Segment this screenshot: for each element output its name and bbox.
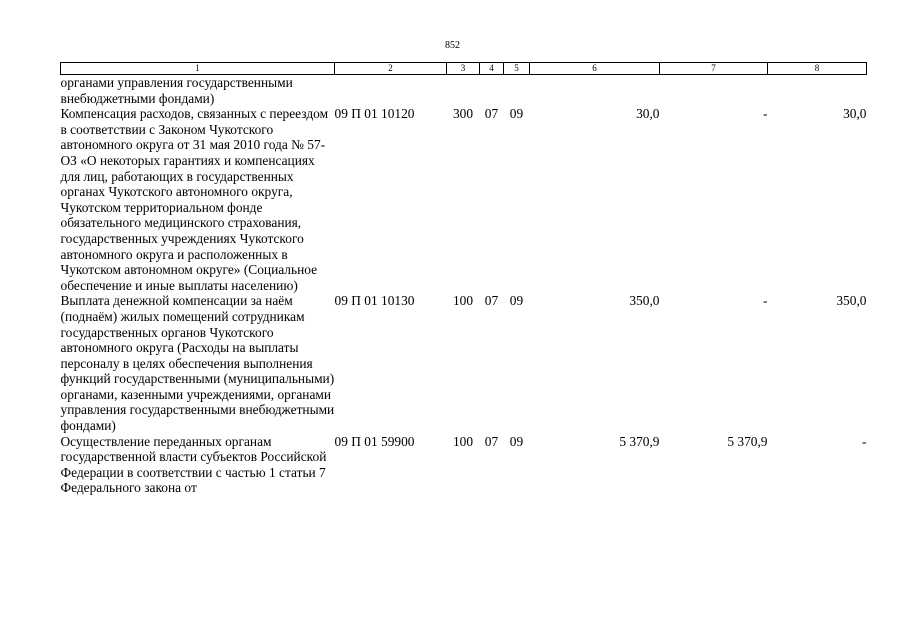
row-name: Осуществление переданных органам государственной власти субъектов Российской Федерации в соответствии с частью 1 статьи 7 Федерального закона от — [60, 433, 327, 496]
page-number: 852 — [445, 40, 460, 51]
row-code: 09 П 01 59900 — [334, 433, 415, 449]
column-header: 1 — [61, 63, 335, 75]
budget-table — [60, 62, 867, 496]
row-col4: 07 — [484, 106, 499, 122]
row-name: Выплата денежной компенсации за наём (поднаём) жилых помещений сотрудникам государственных органов Чукотского автономного округа (Расходы на выплаты персоналу в целях обеспечения выполнения функций государственными (муниципальными) органами, казенными учреждениями, органами управления государственными внебюджетными фондами) — [60, 293, 335, 434]
column-header: 7 — [660, 63, 768, 75]
row-col5: 09 — [509, 106, 524, 122]
row-name: Компенсация расходов, связанных с переездом в соответствии с Законом Чукотского автономного округа от 31 мая 2010 года № 57-ОЗ «О некоторых гарантиях и компенсациях для лиц, работающих в государственных органах Чукотского автономного округа, Чукотском территориальном фонде обязательного медицинского страхования, государственных учреждениях Чукотского автономного округа и расположенных в Чукотском автономном округе» (Социальное обеспечение и иные выплаты населению) — [60, 106, 329, 293]
column-header: 6 — [530, 63, 660, 75]
row-col6: 350,0 — [629, 293, 660, 309]
column-header: 2 — [335, 63, 447, 75]
table-row — [61, 293, 867, 433]
row-col8 — [768, 75, 867, 107]
column-header: 3 — [447, 63, 480, 75]
row-name: органами управления государственными внебюджетными фондами) — [60, 75, 293, 106]
row-col3: 100 — [452, 433, 474, 449]
table-row — [61, 106, 867, 293]
row-col3: 300 — [452, 106, 474, 122]
table-row — [61, 75, 867, 107]
row-col5: 09 — [509, 293, 524, 309]
row-col6: 5 370,9 — [619, 433, 660, 449]
row-col7: - — [763, 106, 768, 122]
row-code: 09 П 01 10130 — [334, 293, 415, 309]
row-col3 — [447, 75, 480, 107]
row-col3: 100 — [452, 293, 474, 309]
row-code — [335, 75, 447, 107]
column-header: 8 — [768, 63, 867, 75]
row-col8: 350,0 — [836, 293, 867, 309]
row-col6 — [530, 75, 660, 107]
table-header-row — [61, 63, 867, 75]
row-col4: 07 — [484, 433, 499, 449]
column-header: 4 — [480, 63, 504, 75]
row-col5 — [504, 75, 530, 107]
column-header: 5 — [504, 63, 530, 75]
row-col5: 09 — [509, 433, 524, 449]
row-col7 — [660, 75, 768, 107]
row-col4 — [480, 75, 504, 107]
row-col7: - — [763, 293, 768, 309]
row-col7: 5 370,9 — [727, 433, 768, 449]
row-col8: 30,0 — [843, 106, 867, 122]
table-row — [61, 434, 867, 496]
row-col8: - — [862, 433, 867, 449]
row-col6: 30,0 — [636, 106, 660, 122]
row-col4: 07 — [484, 293, 499, 309]
row-code: 09 П 01 10120 — [334, 106, 415, 122]
